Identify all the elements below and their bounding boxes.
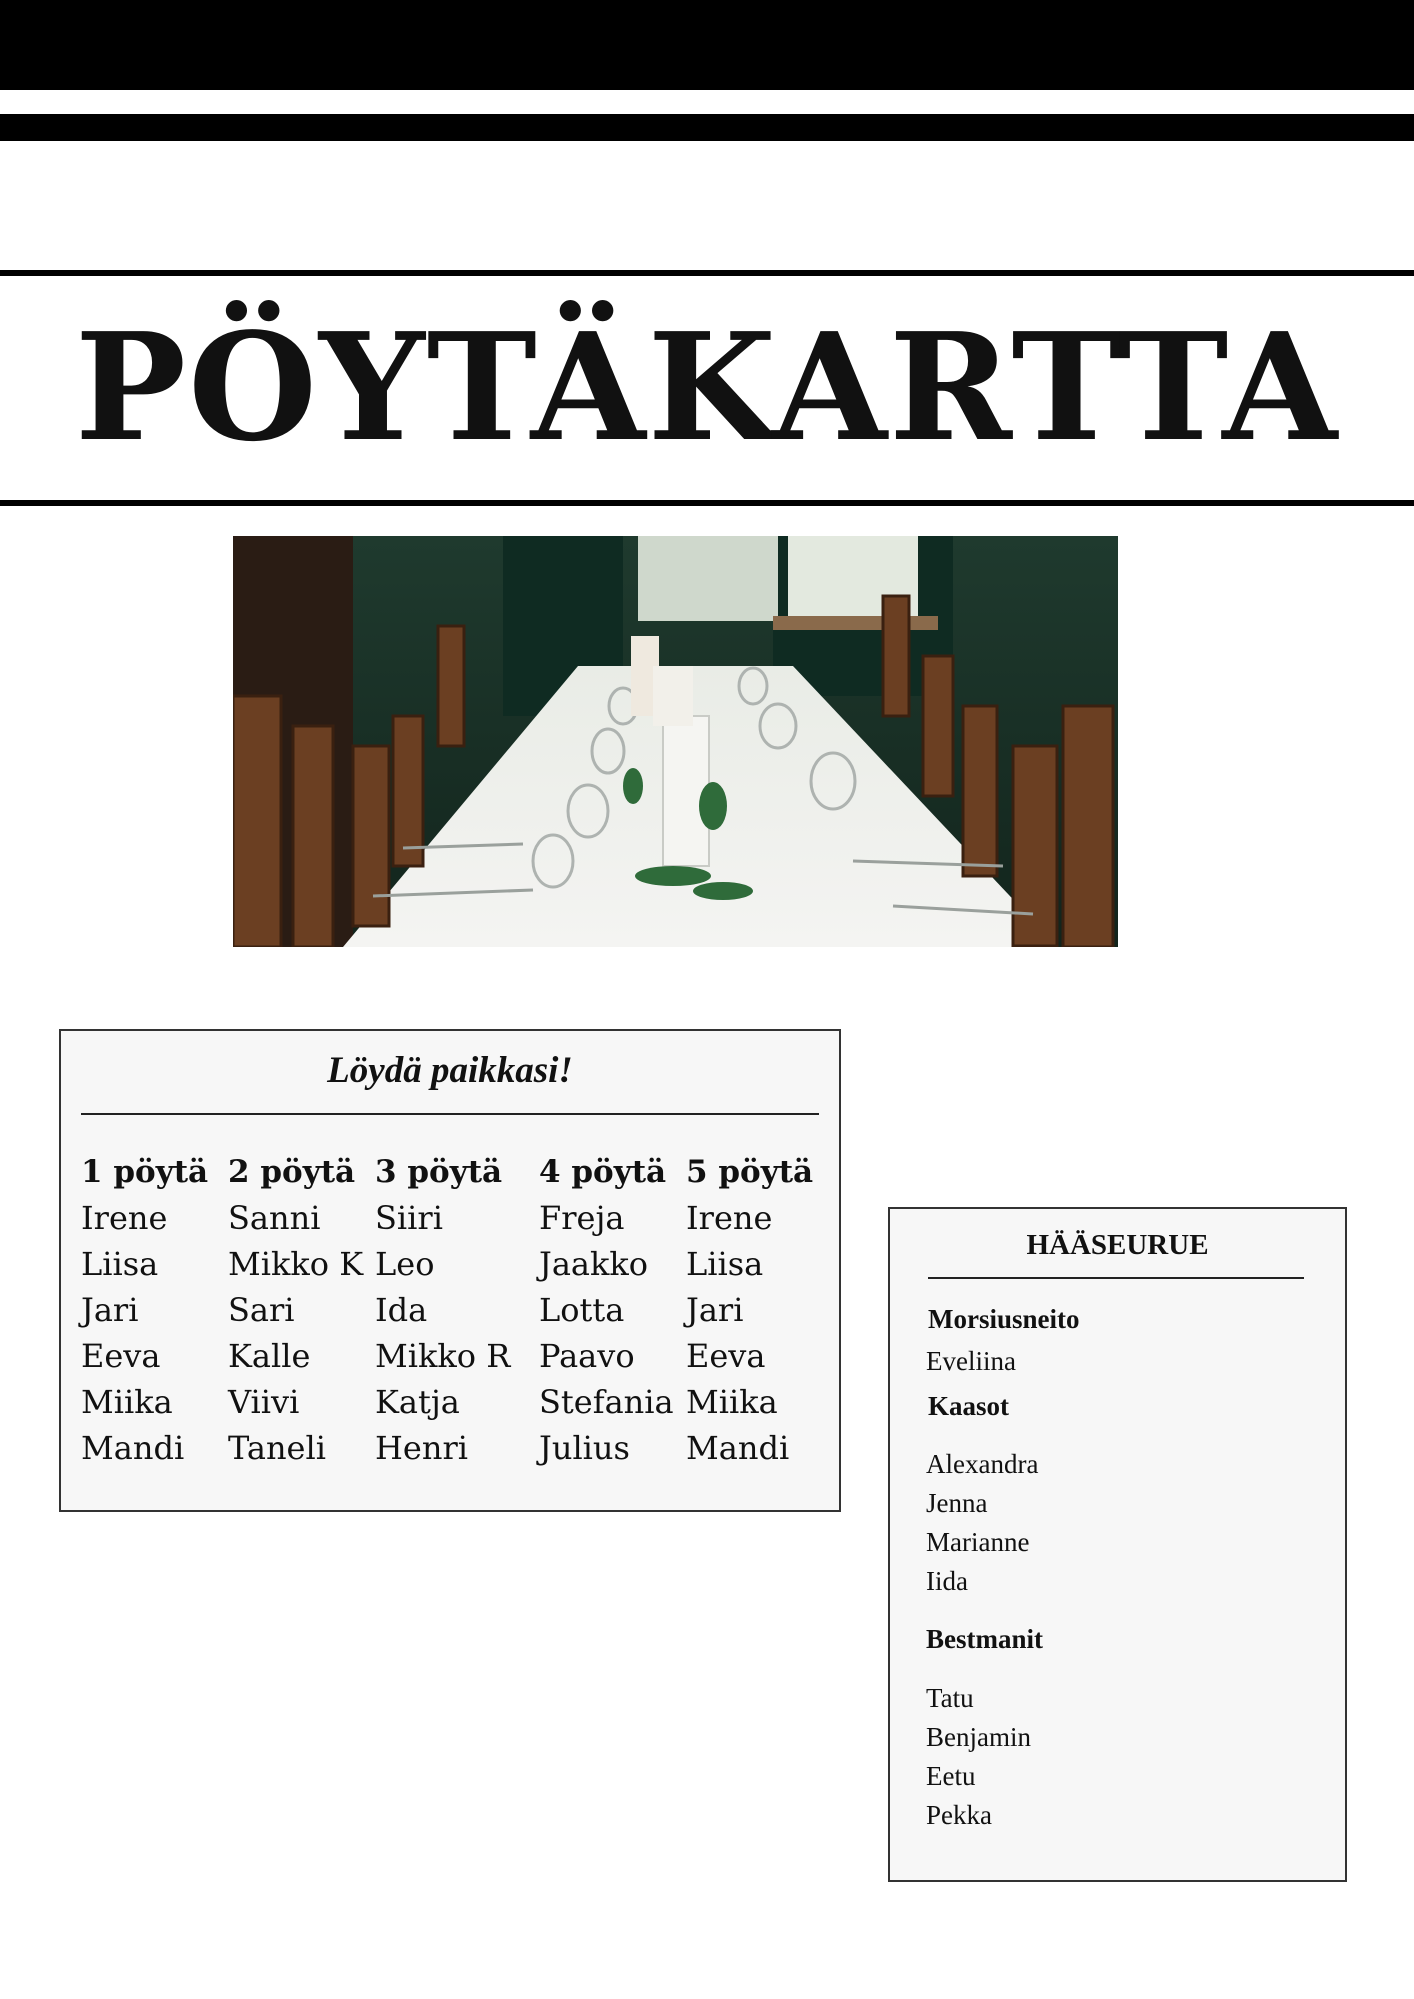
guest-name: Katja (375, 1383, 460, 1421)
guest-name: Sanni (228, 1199, 321, 1237)
guest-name: Eeva (81, 1337, 161, 1375)
guest-name: Ida (375, 1291, 428, 1329)
role-morsiusneito: Morsiusneito (928, 1304, 1080, 1334)
guest-name: Julius (539, 1429, 630, 1467)
table-header: 1 pöytä (81, 1154, 209, 1190)
seating-heading: Löydä paikkasi! (327, 1050, 573, 1091)
guest-name: Mandi (81, 1429, 185, 1467)
table-header: 3 pöytä (375, 1154, 503, 1190)
guest-name: Jaakko (539, 1245, 649, 1283)
party-member: Tatu (926, 1683, 974, 1713)
party-member: Marianne (926, 1527, 1030, 1557)
table-header: 2 pöytä (228, 1154, 356, 1190)
wedding-party-divider (928, 1277, 1304, 1279)
guest-name: Miika (81, 1383, 173, 1421)
page-title: PÖYTÄKARTTA (74, 300, 1340, 474)
guest-name: Liisa (686, 1245, 764, 1283)
seating-divider (81, 1113, 819, 1115)
guest-name: Paavo (539, 1337, 635, 1375)
guest-name: Sari (228, 1291, 295, 1329)
role-bestmanit: Bestmanit (926, 1624, 1043, 1654)
guest-name: Mandi (686, 1429, 790, 1467)
guest-name: Miika (686, 1383, 778, 1421)
table-column-1 (81, 1149, 208, 1471)
party-member: Pekka (926, 1800, 992, 1830)
table-column-3 (375, 1149, 510, 1471)
guest-name: Lotta (539, 1291, 625, 1329)
header-bar-thin (0, 114, 1414, 141)
banquet-table-photo (233, 536, 1118, 947)
guest-name: Mikko K (228, 1245, 364, 1283)
table-header: 4 pöytä (539, 1154, 667, 1190)
party-member: Eveliina (926, 1346, 1016, 1376)
guest-name: Taneli (228, 1429, 326, 1467)
party-member: Jenna (926, 1488, 988, 1518)
guest-name: Irene (81, 1199, 168, 1237)
guest-name: Mikko R (375, 1337, 511, 1375)
role-kaasot: Kaasot (928, 1391, 1009, 1421)
guest-name: Kalle (228, 1337, 311, 1375)
seating-chart-panel (59, 1029, 841, 1512)
party-member: Eetu (926, 1761, 976, 1791)
party-member: Benjamin (926, 1722, 1031, 1752)
table-header: 5 pöytä (686, 1154, 814, 1190)
title-rule-bottom (0, 500, 1414, 506)
guest-name: Liisa (81, 1245, 159, 1283)
guest-name: Freja (539, 1199, 625, 1237)
header-bar-thick (0, 0, 1414, 90)
guest-name: Stefania (539, 1383, 674, 1421)
guest-name: Eeva (686, 1337, 766, 1375)
table-column-5 (686, 1149, 813, 1471)
table-column-2 (228, 1149, 363, 1471)
guest-name: Jari (81, 1291, 139, 1329)
guest-name: Irene (686, 1199, 773, 1237)
guest-name: Leo (375, 1245, 435, 1283)
title-rule-top (0, 270, 1414, 276)
wedding-party-title: HÄÄSEURUE (1026, 1229, 1209, 1261)
party-member: Iida (926, 1566, 968, 1596)
guest-name: Viivi (228, 1383, 300, 1421)
party-member: Alexandra (926, 1449, 1039, 1479)
guest-name: Siiri (375, 1199, 443, 1237)
wedding-party-panel (888, 1207, 1347, 1882)
table-column-4 (539, 1149, 674, 1471)
guest-name: Henri (375, 1429, 468, 1467)
guest-name: Jari (686, 1291, 744, 1329)
banquet-photo-illustration (233, 536, 1118, 947)
